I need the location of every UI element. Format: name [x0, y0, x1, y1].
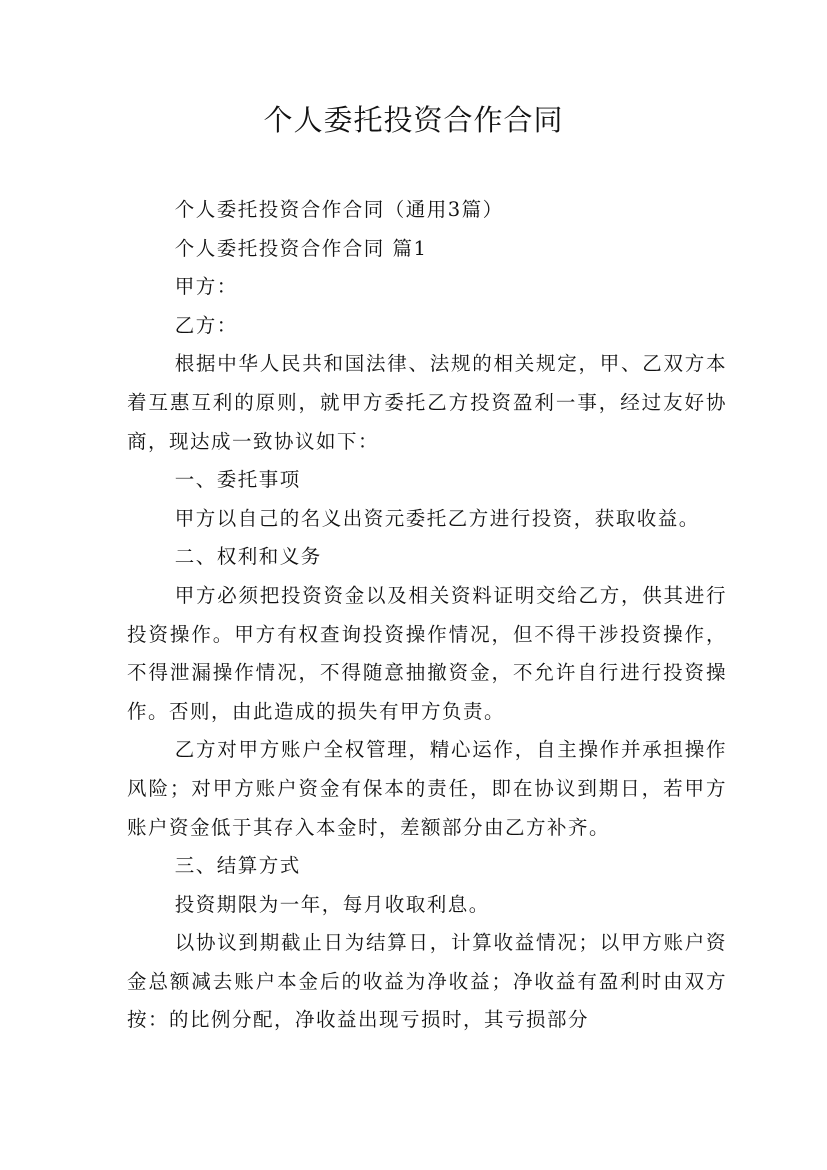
paragraph-section-heading: 个人委托投资合作合同 篇1 [174, 236, 428, 260]
paragraph-text: 乙方对甲方账户全权管理，精心运作，自主操作并承担操作风险；对甲方账户资金有保本的责任，即在协议到期日，若甲方账户资金低于其存入本金时，差额部分由乙方补齐。 [127, 738, 727, 839]
paragraph-party-b: 乙方： [174, 313, 238, 337]
paragraph-party-a: 甲方： [174, 275, 238, 299]
paragraph-heading-1: 一、委托事项 [174, 468, 301, 492]
paragraph-text: 甲方以自己的名义出资元委托乙方进行投资，获取收益。 [174, 506, 700, 530]
paragraph-text: 甲方必须把投资资金以及相关资料证明交给乙方，供其进行投资操作。甲方有权查询投资操作情况，但不得干涉投资操作，不得泄漏操作情况，不得随意抽撤资金，不允许自行进行投资操作。否则，由此造成的损失有甲方负责。 [127, 583, 727, 723]
paragraph-text: 投资期限为一年，每月收取利息。 [174, 892, 490, 916]
paragraph-heading-2: 二、权利和义务 [174, 545, 322, 569]
document-body [127, 191, 727, 1040]
paragraph-preamble: 根据中华人民共和国法律、法规的相关规定，甲、乙双方本着互惠互利的原则，就甲方委托乙方投资盈利一事，经过友好协商，现达成一致协议如下： [127, 352, 727, 453]
paragraph-text: 以协议到期截止日为结算日，计算收益情况；以甲方账户资金总额减去账户本金后的收益为净收益；净收益有盈利时由双方按：的比例分配，净收益出现亏损时，其亏损部分 [127, 931, 727, 1032]
document-title: 个人委托投资合作合同 [263, 103, 564, 137]
paragraph-subtitle: 个人委托投资合作合同（通用3篇） [174, 198, 504, 221]
paragraph-heading-3: 三、结算方式 [174, 854, 301, 878]
